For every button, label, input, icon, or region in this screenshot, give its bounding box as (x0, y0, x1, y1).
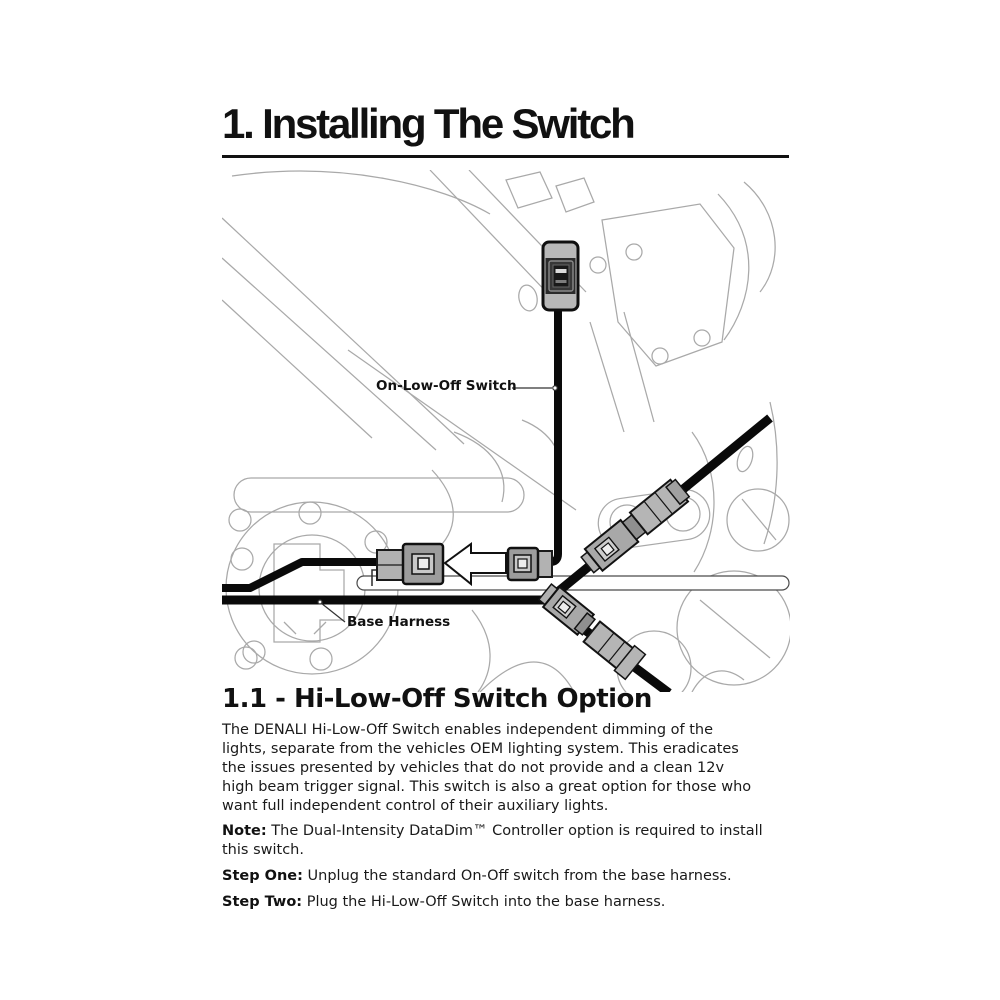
text-line: The DENALI Hi-Low-Off Switch enables independent dimming of the (222, 722, 714, 738)
step-two-text: Plug the Hi-Low-Off Switch into the base harness. (302, 894, 666, 910)
motorcycle-line-art (222, 170, 790, 692)
page-title: 1. Installing The Switch (222, 100, 634, 147)
body-paragraph (222, 721, 790, 816)
upper-branch-connector-pair (579, 477, 691, 576)
text-line: high beam trigger signal. This switch is also a great option for those who (222, 779, 752, 795)
note-label: Note: (222, 823, 267, 839)
step-one-paragraph (222, 867, 790, 886)
diagram-canvas (222, 170, 790, 692)
title-rule (222, 155, 789, 158)
section-text (222, 721, 790, 912)
base-harness-connector (377, 544, 443, 584)
text-line: lights, separate from the vehicles OEM lighting system. This eradicates (222, 741, 739, 757)
text-line: want full independent control of their auxiliary lights. (222, 798, 609, 814)
step-two-label: Step Two: (222, 894, 303, 910)
on-low-off-switch (543, 242, 578, 310)
steps (222, 867, 790, 912)
switch-wire (520, 309, 558, 562)
step-one-label: Step One: (222, 868, 303, 884)
harness-label: Base Harness (347, 614, 451, 630)
note-paragraph (222, 822, 790, 860)
step-two-paragraph (222, 893, 790, 912)
switch-connector (508, 548, 552, 580)
switch-label: On-Low-Off Switch (376, 378, 517, 394)
note-text: The Dual-Intensity DataDim™ Controller option is required to install this switch. (222, 823, 763, 858)
installation-diagram (222, 170, 790, 692)
text-line: the issues presented by vehicles that do not provide and a clean 12v (222, 760, 725, 776)
step-one-text: Unplug the standard On-Off switch from the base harness. (302, 868, 732, 884)
section-heading: 1.1 - Hi-Low-Off Switch Option (222, 684, 652, 714)
